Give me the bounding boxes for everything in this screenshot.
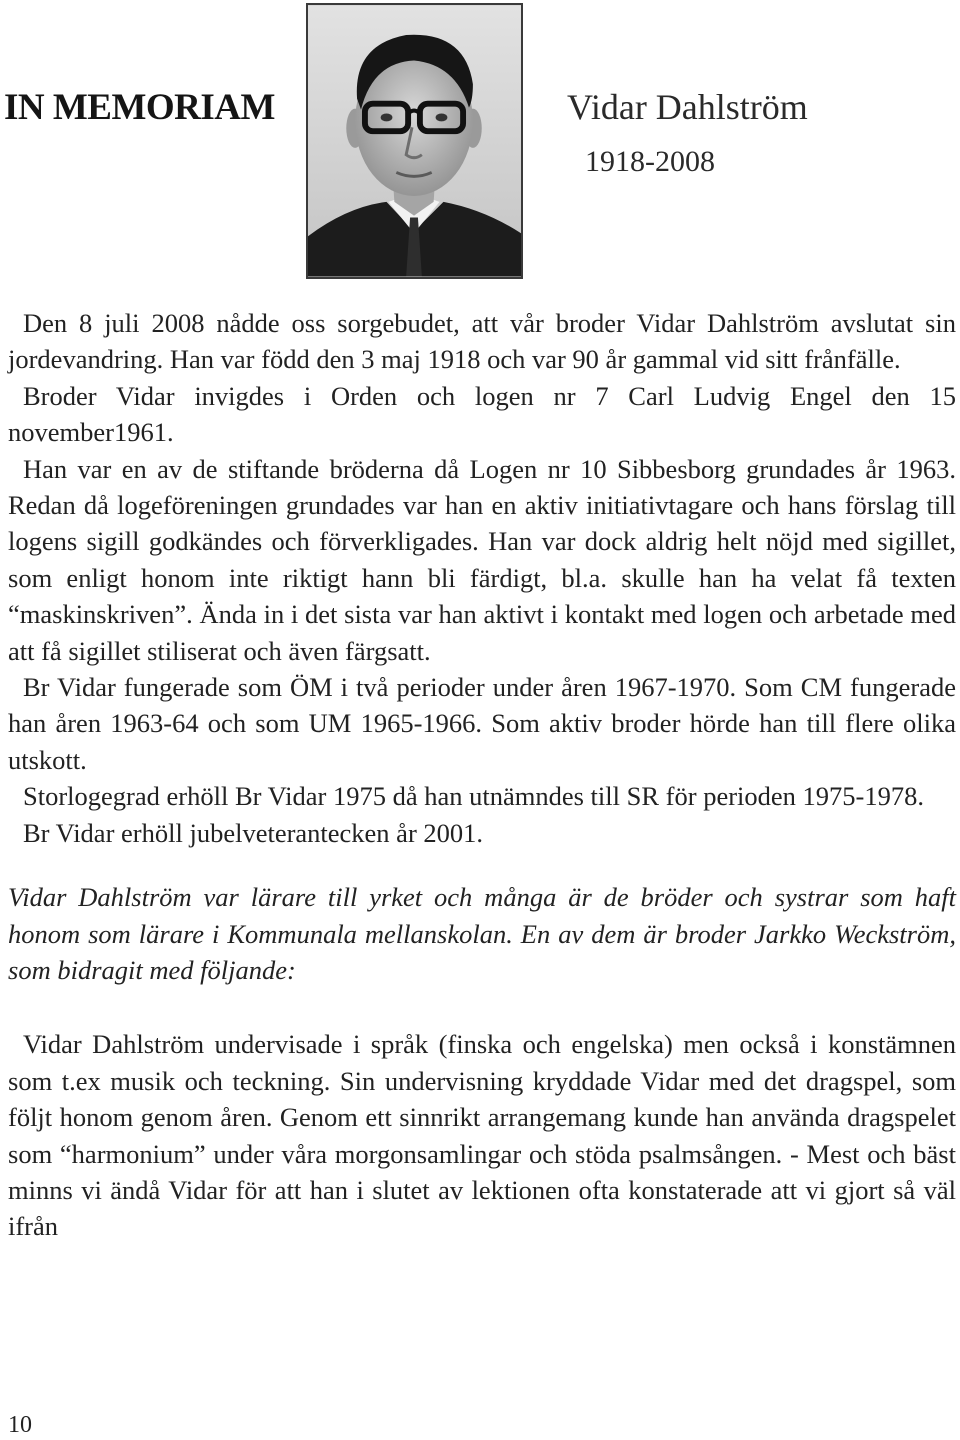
paragraph-4: Br Vidar fungerade som ÖM i två perioder under åren 1967-1970. Som CM fungerade han åren 1963-64 och som UM 1965-1966. Som aktiv broder hörde han till flere olika utskott. xyxy=(8,672,956,775)
person-name: Vidar Dahlström xyxy=(567,87,808,127)
italic-intro-paragraph: Vidar Dahlström var lärare till yrket och många är de bröder och systrar som haft honom som lärare i Kommunala mellanskolan. En av dem är broder Jarkko Weckström, som bidragit med följande: xyxy=(8,882,956,985)
page-number: 10 xyxy=(8,1412,32,1438)
paragraph-3: Han var en av de stiftande bröderna då Logen nr 10 Sibbesborg grundades år 1963. Redan då logeföreningen grundades var han en aktiv initiativtagare och hans förslag till logens sigill godkändes och förverkligades. Han var dock aldrig helt nöjd med sigillet, som enligt honom inte riktigt hann bli färdigt, bl.a. skulle han ha velat få texten “maskinskriven”. Ända in i det sista var han aktivt i kontakt med logen och arbetade med att få sigillet stiliserat och även färgsatt. xyxy=(8,453,956,666)
portrait-illustration xyxy=(308,5,521,277)
memoriam-heading: IN MEMORIAM xyxy=(4,87,275,128)
paragraph-6: Br Vidar erhöll jubelveterantecken år 2001. xyxy=(23,817,484,848)
portrait-photo xyxy=(306,3,523,279)
paragraph-1: Den 8 juli 2008 nådde oss sorgebudet, att vår broder Vidar Dahlström avslutat sin jordevandring. Han var född den 3 maj 1918 och var 90 år gammal vid sitt frånfälle. xyxy=(8,308,956,375)
paragraph-5: Storlogegrad erhöll Br Vidar 1975 då han utnämndes till SR för perioden 1975-1978. xyxy=(23,781,924,812)
life-years: 1918-2008 xyxy=(585,145,715,178)
article-body xyxy=(8,305,956,1245)
paragraph-2: Broder Vidar invigdes i Orden och logen nr 7 Carl Ludvig Engel den 15 november1961. xyxy=(8,380,956,448)
closing-paragraph: Vidar Dahlström undervisade i språk (finska och engelska) men också i konstämnen som t.ex musik och teckning. Sin undervisning kryddade Vidar med det dragspel, som följt honom genom åren. Genom ett sinnrikt arrangemang kunde han använda dragspelet som “harmonium” under våra morgonsamlingar och stöda psalmsången. - Mest och bäst minns vi ändå Vidar för att han i slutet av lektionen ofta konstaterade att vi gjort så väl ifrån xyxy=(8,1029,956,1242)
